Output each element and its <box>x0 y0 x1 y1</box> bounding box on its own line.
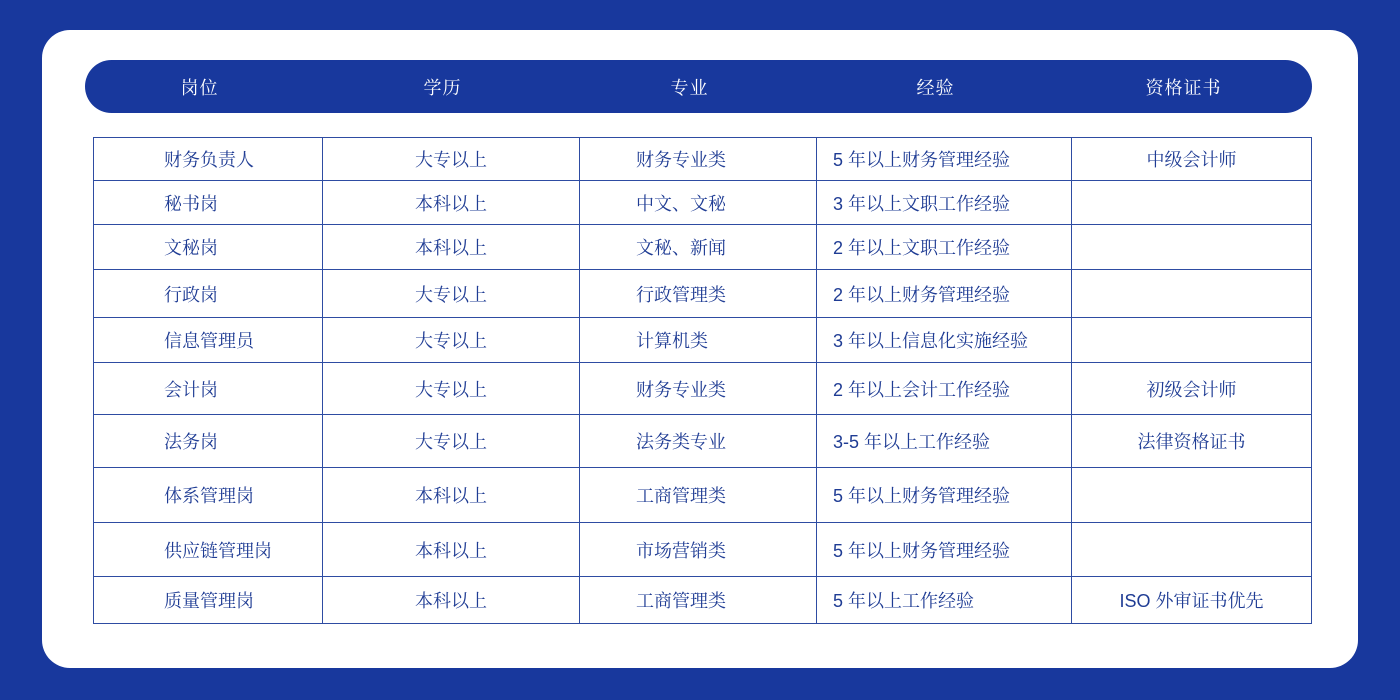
cell-education: 本科以上 <box>323 577 580 623</box>
cell-major: 市场营销类 <box>580 523 817 576</box>
table-row <box>94 468 1311 523</box>
table-row <box>94 225 1311 270</box>
cell-experience: 3 年以上信息化实施经验 <box>817 318 1072 362</box>
table-row <box>94 363 1311 415</box>
cell-experience: 5 年以上工作经验 <box>817 577 1072 623</box>
jobs-table-body <box>94 138 1311 623</box>
cell-certificate <box>1072 468 1311 522</box>
cell-education: 大专以上 <box>323 270 580 317</box>
table-row <box>94 415 1311 468</box>
cell-experience: 3-5 年以上工作经验 <box>817 415 1072 467</box>
cell-position: 会计岗 <box>94 363 323 414</box>
header-cell-major: 专业 <box>670 77 709 98</box>
cell-education: 本科以上 <box>323 468 580 522</box>
table-row <box>94 523 1311 577</box>
table-header <box>85 60 1312 113</box>
cell-certificate: ISO 外审证书优先 <box>1119 591 1264 611</box>
header-cell-certificate: 资格证书 <box>1145 77 1222 98</box>
cell-major: 计算机类 <box>580 318 817 362</box>
cell-experience: 5 年以上财务管理经验 <box>817 468 1072 522</box>
cell-major: 工商管理类 <box>580 468 817 522</box>
table-row <box>94 270 1311 318</box>
cell-certificate <box>1072 225 1311 269</box>
cell-major: 工商管理类 <box>580 577 817 623</box>
table-row <box>94 138 1311 181</box>
cell-position: 信息管理员 <box>94 318 323 362</box>
cell-experience: 2 年以上文职工作经验 <box>817 225 1072 269</box>
cell-education: 本科以上 <box>323 523 580 576</box>
header-cell-education: 学历 <box>423 77 462 98</box>
cell-certificate: 法律资格证书 <box>1137 432 1246 452</box>
cell-position: 行政岗 <box>94 270 323 317</box>
jobs-table <box>93 137 1312 624</box>
header-cell-experience: 经验 <box>916 77 955 98</box>
table-row <box>94 318 1311 363</box>
cell-major: 财务专业类 <box>580 363 817 414</box>
cell-experience: 5 年以上财务管理经验 <box>817 523 1072 576</box>
cell-certificate <box>1072 270 1311 317</box>
cell-position: 秘书岗 <box>94 181 323 224</box>
table-row <box>94 577 1311 623</box>
cell-education: 本科以上 <box>323 225 580 269</box>
cell-education: 大专以上 <box>323 415 580 467</box>
cell-certificate <box>1072 523 1311 576</box>
cell-position: 质量管理岗 <box>94 577 323 623</box>
cell-education: 大专以上 <box>323 363 580 414</box>
cell-certificate: 中级会计师 <box>1146 150 1237 170</box>
cell-experience: 2 年以上会计工作经验 <box>817 363 1072 414</box>
cell-position: 法务岗 <box>94 415 323 467</box>
cell-position: 供应链管理岗 <box>94 523 323 576</box>
cell-position: 文秘岗 <box>94 225 323 269</box>
cell-certificate <box>1072 318 1311 362</box>
cell-education: 本科以上 <box>323 181 580 224</box>
cell-certificate <box>1072 181 1311 224</box>
cell-major: 中文、文秘 <box>580 181 817 224</box>
cell-major: 文秘、新闻 <box>580 225 817 269</box>
cell-major: 财务专业类 <box>580 138 817 180</box>
cell-major: 法务类专业 <box>580 415 817 467</box>
cell-experience: 3 年以上文职工作经验 <box>817 181 1072 224</box>
cell-experience: 5 年以上财务管理经验 <box>817 138 1072 180</box>
cell-experience: 2 年以上财务管理经验 <box>817 270 1072 317</box>
cell-major: 行政管理类 <box>580 270 817 317</box>
content-card <box>42 30 1358 668</box>
cell-position: 财务负责人 <box>94 138 323 180</box>
table-row <box>94 181 1311 225</box>
header-cell-position: 岗位 <box>180 77 219 98</box>
cell-certificate: 初级会计师 <box>1146 379 1237 400</box>
cell-position: 体系管理岗 <box>94 468 323 522</box>
cell-education: 大专以上 <box>323 138 580 180</box>
cell-education: 大专以上 <box>323 318 580 362</box>
